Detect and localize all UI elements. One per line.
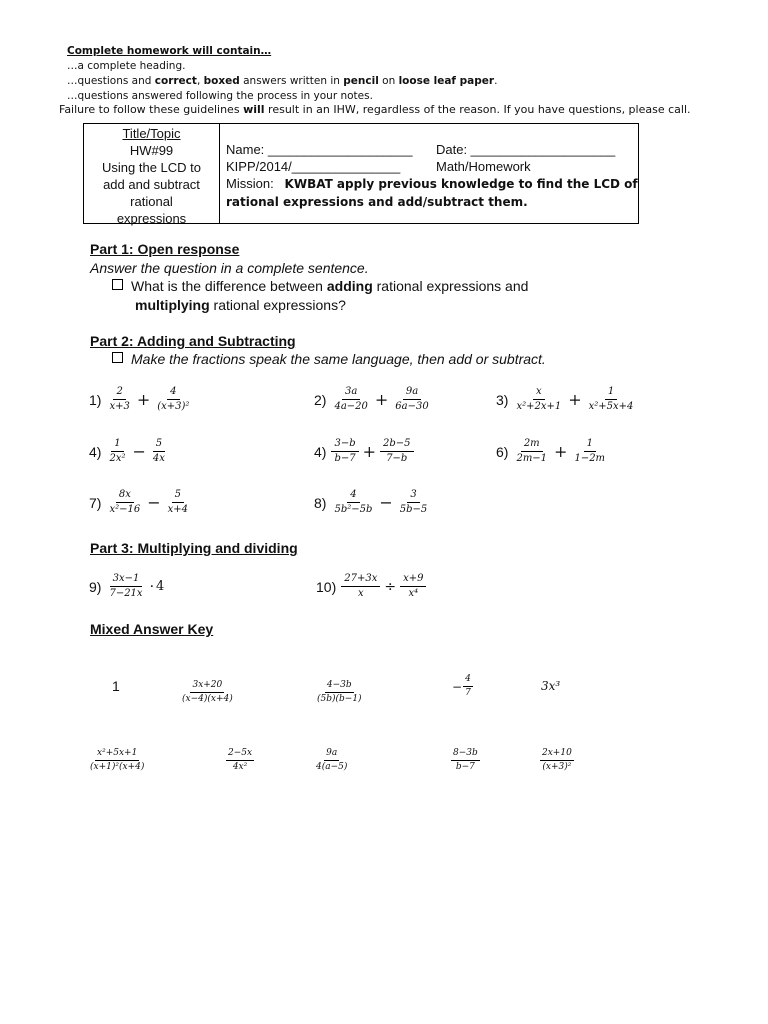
numerator: 4: [167, 386, 179, 400]
numerator: 27+3x: [341, 573, 380, 587]
numerator: 4−3b: [325, 680, 354, 693]
denominator: x²+5x+4: [588, 401, 634, 412]
operator: −: [147, 493, 161, 512]
topic-line: rational: [130, 194, 173, 209]
numerator: 4: [347, 489, 359, 503]
fraction: [180, 680, 235, 705]
mission-label: Mission:: [226, 176, 274, 191]
fraction: [451, 748, 480, 773]
numerator: 1: [605, 386, 617, 400]
numerator: 2x+10: [540, 748, 574, 761]
operator: +: [136, 390, 151, 409]
answer-key-heading: Mixed Answer Key: [90, 621, 214, 637]
denominator: x+3: [109, 401, 130, 412]
req-text: ,: [196, 75, 204, 87]
req-text: answers written in: [239, 75, 344, 87]
problem-number: 10): [316, 578, 337, 595]
numerator: 2m: [521, 438, 543, 452]
fraction: [400, 573, 426, 600]
q-text: What is the difference between: [131, 278, 327, 294]
fraction: [106, 438, 128, 465]
req-bold-pencil: pencil: [343, 75, 379, 87]
operator: +: [374, 390, 389, 409]
answer-item: [452, 674, 473, 699]
denominator: (x−4)(x+4): [182, 694, 233, 704]
q-bold-multiplying: multiplying: [135, 297, 210, 313]
answer-item: 3x³: [541, 679, 561, 693]
fraction: [226, 748, 254, 773]
numerator: 3: [407, 489, 419, 503]
denominator: x²+2x+1: [516, 401, 562, 412]
problem-number: 2): [314, 391, 327, 408]
fraction: [331, 489, 375, 516]
problem-number: 1): [89, 391, 102, 408]
warning-bold-will: will: [243, 103, 265, 116]
denominator: x⁴: [408, 588, 419, 599]
topic-line: add and subtract: [103, 177, 200, 192]
fraction: [513, 386, 564, 413]
denominator: (x+3)²: [157, 401, 190, 412]
numerator: 2−5x: [226, 748, 254, 761]
numerator: 3−b: [331, 438, 358, 452]
problem-7: [89, 489, 193, 516]
denominator: 4(a−5): [316, 762, 348, 772]
hw-number: HW#99: [129, 143, 174, 158]
problem-number: 4): [314, 443, 327, 460]
answer-item: [226, 740, 254, 773]
q-text: rational expressions and: [372, 278, 529, 294]
answer-item: [315, 672, 364, 705]
problem-number: 8): [314, 494, 327, 511]
fraction: [513, 438, 550, 465]
answer-item: [88, 740, 146, 773]
part1-instruction: Answer the question in a complete sentence.: [90, 260, 369, 276]
req-bold-loose-leaf: loose leaf paper: [398, 75, 495, 87]
denominator: x+4: [167, 504, 189, 515]
numerator: 3x−1: [110, 573, 143, 587]
denominator: 1−2m: [574, 453, 606, 464]
operator: −: [379, 493, 393, 512]
part2-heading: Part 2: Adding and Subtracting: [90, 333, 296, 349]
denominator: 7: [465, 688, 471, 698]
topic-line: expressions: [116, 211, 187, 226]
denominator: 5b−5: [399, 504, 428, 515]
req-bold-correct: correct: [154, 75, 197, 87]
numerator: 1: [584, 438, 596, 452]
student-info-cell: [226, 141, 638, 211]
problem-8: [314, 489, 432, 516]
name-field[interactable]: Name: ____________________: [226, 142, 413, 157]
warning-text: Failure to follow these guidelines: [59, 103, 244, 116]
numerator: 8x: [116, 489, 134, 503]
mission-text: KWBAT apply previous knowledge to find the LCD of: [284, 177, 638, 191]
fraction: [314, 748, 349, 773]
req-text: on: [378, 75, 399, 87]
denominator: x²−16: [109, 504, 141, 515]
numerator: 4: [463, 674, 473, 687]
title-topic-label: Title/Topic: [122, 126, 181, 141]
subject-label: Math/Homework: [436, 159, 531, 174]
denominator: 4x: [152, 453, 165, 464]
fraction: [315, 680, 364, 705]
problem-number: 6): [496, 443, 509, 460]
numerator: 1: [111, 438, 123, 452]
part2-instruction-row: [112, 350, 546, 369]
answer-item: [540, 740, 574, 773]
fraction: [397, 489, 431, 516]
denominator: 6a−30: [395, 401, 429, 412]
req-text: .: [494, 75, 498, 87]
failure-warning: [59, 103, 691, 117]
problem-number: 4): [89, 443, 102, 460]
denominator: 4a−20: [334, 401, 368, 412]
denominator: (x+3)²: [542, 762, 572, 772]
problem-number: 7): [89, 494, 102, 511]
numerator: 3a: [342, 386, 360, 400]
problem-1: [89, 386, 194, 413]
requirement-answers: [67, 74, 497, 88]
fraction: [106, 573, 145, 600]
fraction: [341, 573, 380, 600]
checkbox-icon[interactable]: [112, 279, 123, 290]
fraction: [88, 748, 146, 773]
denominator: x: [357, 588, 364, 599]
numerator: x: [533, 386, 545, 400]
operator: −: [132, 442, 146, 461]
fraction: [392, 386, 431, 413]
problem-10: [316, 573, 428, 600]
homework-requirements-title: Complete homework will contain…: [67, 45, 272, 57]
fraction: [380, 438, 414, 465]
problem-3: [496, 386, 638, 413]
requirement-heading: …a complete heading.: [67, 60, 186, 72]
numerator: 3x+20: [190, 680, 224, 693]
denominator: b−7: [455, 762, 475, 772]
answer-item: 1: [112, 678, 120, 694]
req-text: …questions and: [67, 75, 155, 87]
part3-heading: Part 3: Multiplying and dividing: [90, 540, 298, 556]
fraction: [463, 674, 473, 699]
fraction: [331, 438, 358, 465]
denominator: 5b²−5b: [334, 504, 373, 515]
operator: +: [362, 442, 377, 461]
checkbox-icon[interactable]: [112, 352, 123, 363]
title-topic-cell: [84, 124, 220, 226]
denominator: b−7: [334, 453, 356, 464]
answer-item: [314, 740, 349, 773]
operator: +: [554, 442, 568, 461]
problem-5: [314, 438, 416, 465]
operator: ÷: [384, 578, 397, 595]
answer-item: [451, 740, 480, 773]
numerator: 5: [153, 438, 165, 452]
multiplier: 4: [156, 579, 165, 594]
problem-6: [496, 438, 610, 465]
date-field[interactable]: Date: ____________________: [436, 142, 616, 157]
warning-text: result in an IHW, regardless of the reason. If you have questions, please call.: [264, 103, 691, 116]
fraction: [540, 748, 574, 773]
operator: +: [568, 390, 582, 409]
req-bold-boxed: boxed: [203, 75, 240, 87]
denominator: (x+1)²(x+4): [90, 762, 145, 772]
fraction: [331, 386, 370, 413]
mission-text: rational expressions and add/subtract them.: [226, 195, 528, 209]
fraction: [154, 386, 192, 413]
problem-2: [314, 386, 434, 413]
problem-number: 3): [496, 391, 509, 408]
q-text: rational expressions?: [209, 297, 346, 313]
requirement-process: …questions answered following the process in your notes.: [67, 90, 373, 102]
fraction: [586, 386, 637, 413]
denominator: 7−21x: [109, 588, 143, 599]
problem-number: 9): [89, 578, 102, 595]
negative-sign: −: [452, 679, 463, 694]
numerator: 2b−5: [380, 438, 414, 452]
numerator: 9a: [403, 386, 421, 400]
numerator: x²+5x+1: [95, 748, 139, 761]
q-bold-adding: adding: [326, 278, 373, 294]
part1-heading: Part 1: Open response: [90, 241, 240, 257]
problem-4: [89, 438, 170, 465]
part1-question: [112, 277, 528, 315]
fraction: [571, 438, 608, 465]
fraction: [106, 489, 143, 516]
numerator: 9a: [324, 748, 339, 761]
heading-box: [83, 123, 639, 224]
fraction: [165, 489, 191, 516]
numerator: 5: [172, 489, 184, 503]
part2-instruction: Make the fractions speak the same language, then add or subtract.: [131, 351, 546, 367]
numerator: x+9: [400, 573, 426, 587]
kipp-field[interactable]: KIPP/2014/_______________: [226, 159, 401, 174]
answer-item: [180, 672, 235, 705]
denominator: 7−b: [386, 453, 408, 464]
fraction: [150, 438, 168, 465]
topic-line: Using the LCD to: [102, 160, 201, 175]
denominator: (5b)(b−1): [317, 694, 362, 704]
numerator: 8−3b: [451, 748, 480, 761]
operator: ·: [149, 578, 155, 595]
numerator: 2: [113, 386, 125, 400]
denominator: 4x²: [232, 762, 248, 772]
denominator: 2x²: [109, 453, 126, 464]
problem-9: [89, 573, 164, 600]
fraction: [106, 386, 132, 413]
denominator: 2m−1: [516, 453, 548, 464]
